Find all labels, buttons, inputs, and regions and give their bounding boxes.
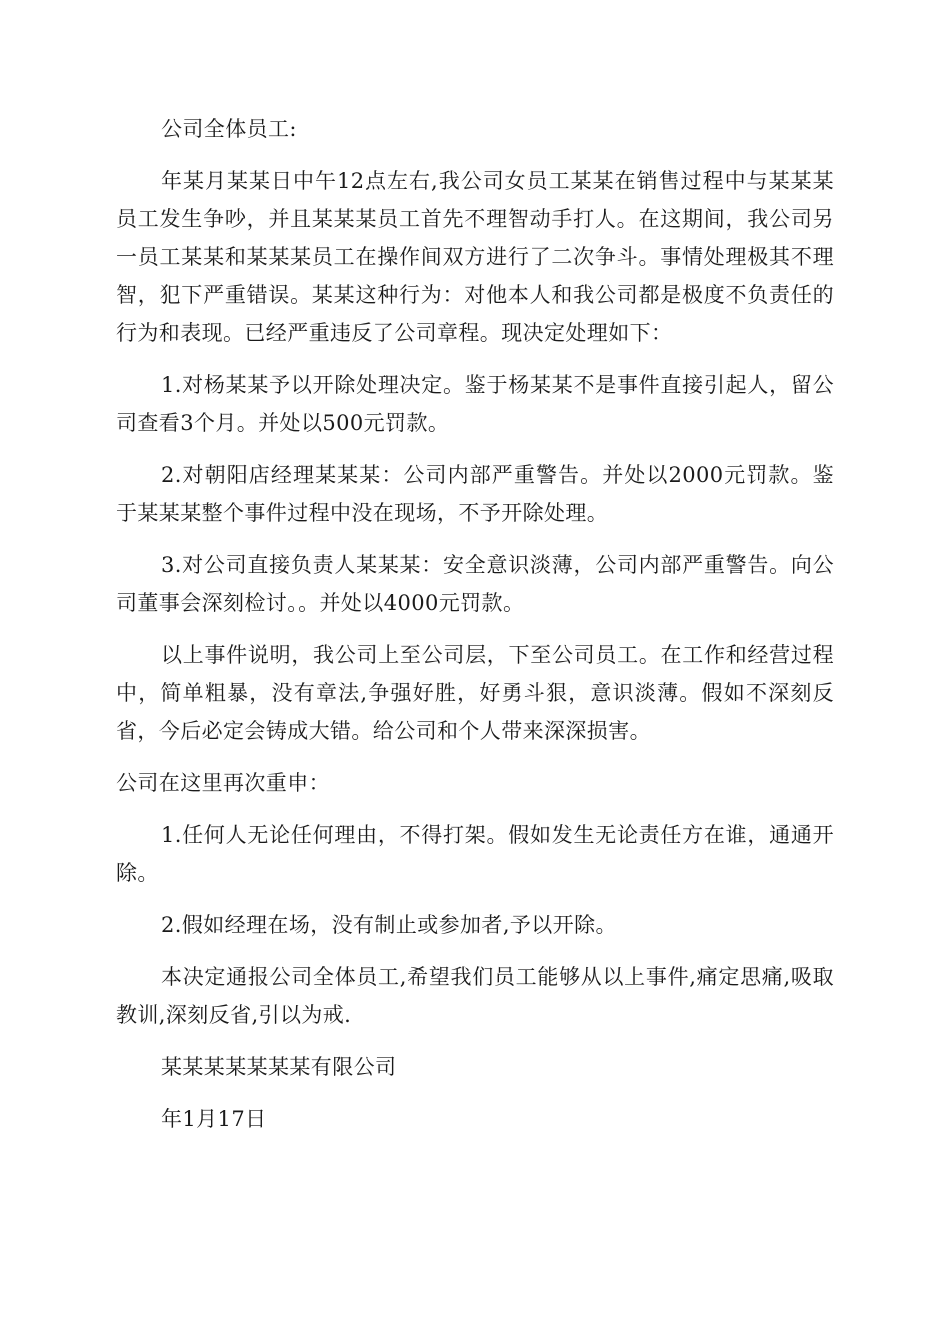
rule-item-2: 2.假如经理在场，没有制止或参加者,予以开除。 xyxy=(161,913,617,937)
company-signature: 某某某某某某某有限公司 xyxy=(161,1055,397,1079)
decision-item-3: 3.对公司直接负责人某某某：安全意识淡薄，公司内部严重警告。向公司董事会深刻检讨。。并处以4000元罚款。 xyxy=(116,553,834,615)
decision-item-1: 1.对杨某某予以开除处理决定。鉴于杨某某不是事件直接引起人，留公司查看3个月。并处以500元罚款。 xyxy=(116,373,834,435)
intro-paragraph: 年某月某某日中午12点左右,我公司女员工某某在销售过程中与某某某员工发生争吵，并且某某某员工首先不理智动手打人。在这期间，我公司另一员工某某和某某某员工在操作间双方进行了二次争斗。事情处理极其不理智，犯下严重错误。某某这种行为：对他本人和我公司都是极度不负责任的行为和表现。已经严重违反了公司章程。现决定处理如下： xyxy=(116,169,834,345)
rule-item-1: 1.任何人无论任何理由，不得打架。假如发生无论责任方在谁，通通开除。 xyxy=(116,823,834,885)
salutation: 公司全体员工: xyxy=(161,117,297,141)
document-page xyxy=(116,110,834,1152)
closing-paragraph: 本决定通报公司全体员工,希望我们员工能够从以上事件,痛定思痛,吸取教训,深刻反省,引以为戒. xyxy=(116,965,834,1027)
reiterate-heading: 公司在这里再次重申： xyxy=(116,771,330,795)
summary-paragraph: 以上事件说明，我公司上至公司层，下至公司员工。在工作和经营过程中，简单粗暴，没有章法,争强好胜，好勇斗狠，意识淡薄。假如不深刻反省，今后必定会铸成大错。给公司和个人带来深深损害。 xyxy=(116,643,834,743)
document-date: 年1月17日 xyxy=(161,1107,267,1131)
decision-item-2: 2.对朝阳店经理某某某：公司内部严重警告。并处以2000元罚款。鉴于某某某整个事件过程中没在现场，不予开除处理。 xyxy=(116,463,834,525)
